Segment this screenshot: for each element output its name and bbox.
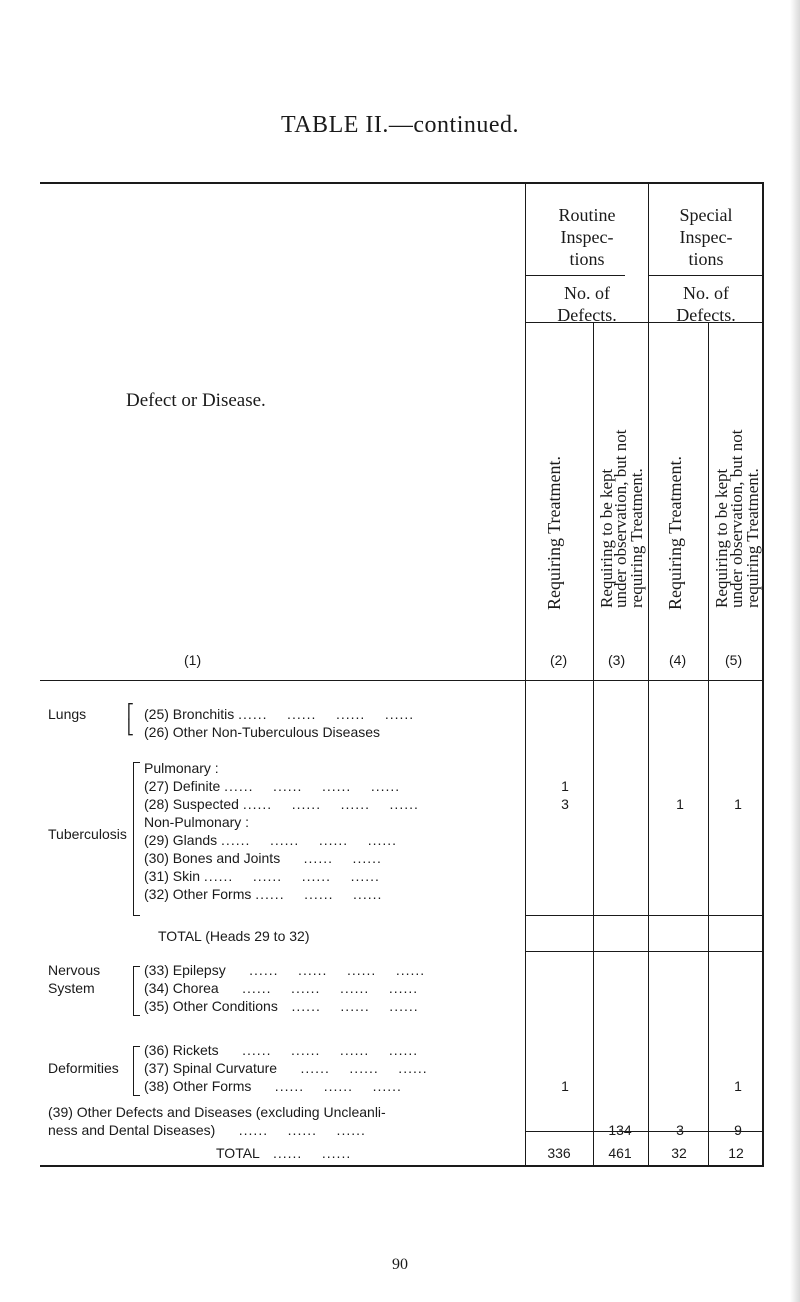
row-32-label: (32) Other Forms [144, 886, 252, 902]
special-line-2: Inspec- [679, 227, 733, 247]
col5-observation-line-3: requiring Treatment. [743, 468, 762, 608]
col-divider-2 [593, 322, 594, 1165]
row-28-label: (28) Suspected [144, 796, 239, 812]
col-divider-1 [525, 182, 526, 1165]
total-heads-29-32: TOTAL (Heads 29 to 32) [158, 928, 310, 944]
special-line-3: tions [688, 249, 724, 269]
value-total-c3: 461 [608, 1145, 632, 1161]
total-row: TOTAL ...... ...... [216, 1145, 352, 1161]
nervous-label-1: Nervous [48, 962, 101, 978]
deformities-brace [133, 1046, 140, 1096]
row-36-label: (36) Rickets [144, 1042, 219, 1058]
row-36: (36) Rickets ...... ...... ...... ...... [144, 1042, 419, 1058]
value-r39-c4: 3 [676, 1122, 684, 1138]
row-38: (38) Other Forms ...... ...... ...... [144, 1078, 402, 1094]
page-number: 90 [392, 1256, 408, 1273]
routine-defects-line-2: Defects. [557, 305, 617, 325]
routine-no-of-defects-header [526, 282, 648, 326]
row-34: (34) Chorea ...... ...... ...... ...... [144, 980, 419, 996]
value-r39-c3: 134 [608, 1122, 632, 1138]
value-total-c4: 32 [671, 1145, 687, 1161]
row-29-label: (29) Glands [144, 832, 218, 848]
total-label: TOTAL [216, 1145, 260, 1161]
row-35: (35) Other Conditions ...... ...... ...... [144, 998, 419, 1014]
table-right-border [762, 182, 764, 1167]
col4-requiring-treatment: Requiring Treatment. [665, 456, 685, 610]
table-top-border [40, 182, 764, 184]
routine-defects-line-1: No. of [564, 283, 610, 303]
row-25-label: (25) Bronchitis [144, 706, 235, 722]
row-31-label: (31) Skin [144, 868, 201, 884]
row-39-line-1: (39) Other Defects and Diseases (excluding Uncleanli- [48, 1104, 386, 1120]
page-edge-shadow [790, 0, 800, 1302]
special-defects-line-2: Defects. [676, 305, 736, 325]
routine-line-3: tions [569, 249, 605, 269]
value-r38-c5: 1 [734, 1078, 742, 1094]
row-39-line-2-label: ness and Dental Diseases) [48, 1122, 216, 1138]
row-33: (33) Epilepsy ...... ...... ...... ...... [144, 962, 426, 978]
col2-requiring-treatment: Requiring Treatment. [544, 456, 564, 610]
value-total-c2: 336 [547, 1145, 571, 1161]
value-r28-c2: 3 [561, 796, 569, 812]
header-line-special [648, 275, 763, 276]
row-31: (31) Skin ...... ...... ...... ...... [144, 868, 380, 884]
total-29-32-top-line [525, 915, 763, 916]
row-35-label: (35) Other Conditions [144, 998, 278, 1014]
row-25: (25) Bronchitis ...... ...... ...... ...... [144, 706, 415, 722]
routine-inspections-header [526, 204, 648, 270]
pulmonary-label: Pulmonary : [144, 760, 219, 776]
table-bottom-border [40, 1165, 764, 1167]
nonpulmonary-label: Non-Pulmonary : [144, 814, 250, 830]
row-39-line-2: ness and Dental Diseases) ...... ...... ...... [48, 1122, 366, 1138]
special-no-of-defects-header [649, 282, 763, 326]
col3-observation-line-2: under observation, but not [611, 429, 630, 608]
table-title: TABLE II.—continued. [280, 112, 520, 138]
row-38-label: (38) Other Forms [144, 1078, 252, 1094]
total-29-32-bottom-line [525, 951, 763, 952]
col3-observation-line-3: requiring Treatment. [627, 468, 646, 608]
nervous-label-2: System [48, 980, 95, 996]
col-num-3: (3) [608, 652, 626, 668]
row-27: (27) Definite ...... ...... ...... ...... [144, 778, 401, 794]
col-num-4: (4) [669, 652, 687, 668]
row-29: (29) Glands ...... ...... ...... ...... [144, 832, 398, 848]
row-33-label: (33) Epilepsy [144, 962, 226, 978]
row-37: (37) Spinal Curvature ...... ...... ...... [144, 1060, 428, 1076]
row-30: (30) Bones and Joints ...... ...... [144, 850, 382, 866]
row-30-label: (30) Bones and Joints [144, 850, 281, 866]
routine-line-2: Inspec- [560, 227, 614, 247]
row-34-label: (34) Chorea [144, 980, 219, 996]
lungs-brace: ⎡ ⎣ [127, 704, 134, 736]
tuberculosis-label: Tuberculosis [48, 826, 127, 842]
col-num-2: (2) [550, 652, 568, 668]
defect-or-disease-header: Defect or Disease. [126, 390, 266, 411]
col3-observation-line-1: Requiring to be kept [597, 468, 616, 608]
value-total-c5: 12 [728, 1145, 744, 1161]
header-divider [40, 680, 764, 681]
special-inspections-header [649, 204, 763, 270]
value-r27-c2: 1 [561, 778, 569, 794]
row-28: (28) Suspected ...... ...... ...... ...... [144, 796, 419, 812]
value-r38-c2: 1 [561, 1078, 569, 1094]
row-26: (26) Other Non-Tuberculous Diseases [144, 724, 381, 740]
col-divider-3 [648, 182, 649, 1165]
value-r28-c4: 1 [676, 796, 684, 812]
col-divider-4 [708, 322, 709, 1165]
deformities-label: Deformities [48, 1060, 119, 1076]
lungs-label: Lungs [48, 706, 87, 722]
row-32: (32) Other Forms ...... ...... ...... [144, 886, 383, 902]
tuberculosis-brace [133, 762, 140, 916]
col5-observation-line-1: Requiring to be kept [712, 468, 731, 608]
col-num-1: (1) [184, 652, 202, 668]
special-line-1: Special [679, 205, 733, 225]
value-r28-c5: 1 [734, 796, 742, 812]
row-37-label: (37) Spinal Curvature [144, 1060, 278, 1076]
header-line-routine [525, 275, 625, 276]
routine-line-1: Routine [558, 205, 616, 225]
col-num-5: (5) [725, 652, 743, 668]
nervous-brace [133, 966, 140, 1016]
special-defects-line-1: No. of [683, 283, 729, 303]
value-r39-c5: 9 [734, 1122, 742, 1138]
row-27-label: (27) Definite [144, 778, 221, 794]
col5-observation-line-2: under observation, but not [727, 429, 746, 608]
